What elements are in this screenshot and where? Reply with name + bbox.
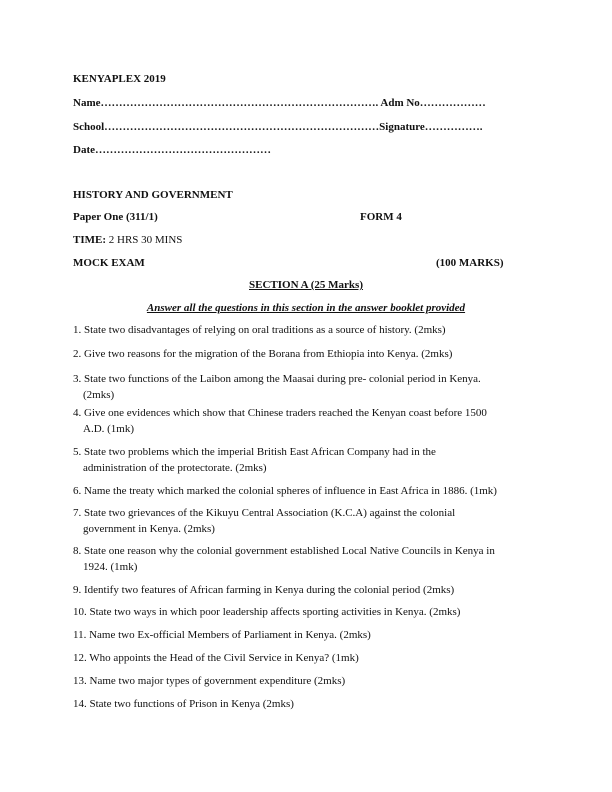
name-adm-field: Name…………………………………………………………………. Adm No……………… — [73, 97, 486, 109]
date-field: Date………………………………………… — [73, 144, 271, 156]
exam-type: MOCK EXAM — [73, 257, 145, 269]
form-level: FORM 4 — [360, 211, 402, 223]
question-5: 5. State two problems which the imperial British East African Company had in the administration of the protectorate. (2mks) — [73, 446, 436, 474]
question-10: 10. State two ways in which poor leadership affects sporting activities in Kenya. (2mks) — [73, 606, 461, 618]
question-2: 2. Give two reasons for the migration of the Borana from Ethiopia into Kenya. (2mks) — [73, 348, 453, 360]
time-value: 2 HRS 30 MINS — [106, 234, 183, 246]
question-8: 8. State one reason why the colonial government established Local Native Councils in Kenya in 1924. (1mk) — [73, 545, 495, 573]
question-4: 4. Give one evidences which show that Chinese traders reached the Kenyan coast before 1500 A.D. (1mk) — [73, 407, 487, 435]
question-12: 12. Who appoints the Head of the Civil Service in Kenya? (1mk) — [73, 652, 359, 664]
school-signature-field: School…………………………………………………………………Signature……………. — [73, 121, 483, 133]
question-11: 11. Name two Ex-official Members of Parliament in Kenya. (2mks) — [73, 629, 371, 641]
question-1: 1. State two disadvantages of relying on oral traditions as a source of history. (2mks) — [73, 324, 446, 336]
question-13: 13. Name two major types of government expenditure (2mks) — [73, 675, 346, 687]
question-9: 9. Identify two features of African farming in Kenya during the colonial period (2mks) — [73, 584, 455, 596]
school-title: KENYAPLEX 2019 — [73, 73, 166, 85]
time-label: TIME: — [73, 234, 106, 246]
section-title: SECTION A (25 Marks) — [249, 279, 363, 291]
question-3: 3. State two functions of the Laibon among the Maasai during pre- colonial period in Kenya. (2mks) — [73, 373, 481, 401]
question-14: 14. State two functions of Prison in Kenya (2mks) — [73, 698, 294, 710]
question-7: 7. State two grievances of the Kikuyu Central Association (K.C.A) against the colonial government in Kenya. (2mks) — [73, 507, 456, 535]
section-instruction: Answer all the questions in this section in the answer booklet provided — [146, 302, 466, 314]
paper-code: Paper One (311/1) — [73, 211, 158, 223]
question-6: 6. Name the treaty which marked the colonial spheres of influence in East Africa in 1886. (1mk) — [73, 485, 497, 497]
subject-title: HISTORY AND GOVERNMENT — [73, 189, 233, 201]
total-marks: (100 MARKS) — [436, 257, 504, 269]
time-line — [73, 234, 182, 246]
